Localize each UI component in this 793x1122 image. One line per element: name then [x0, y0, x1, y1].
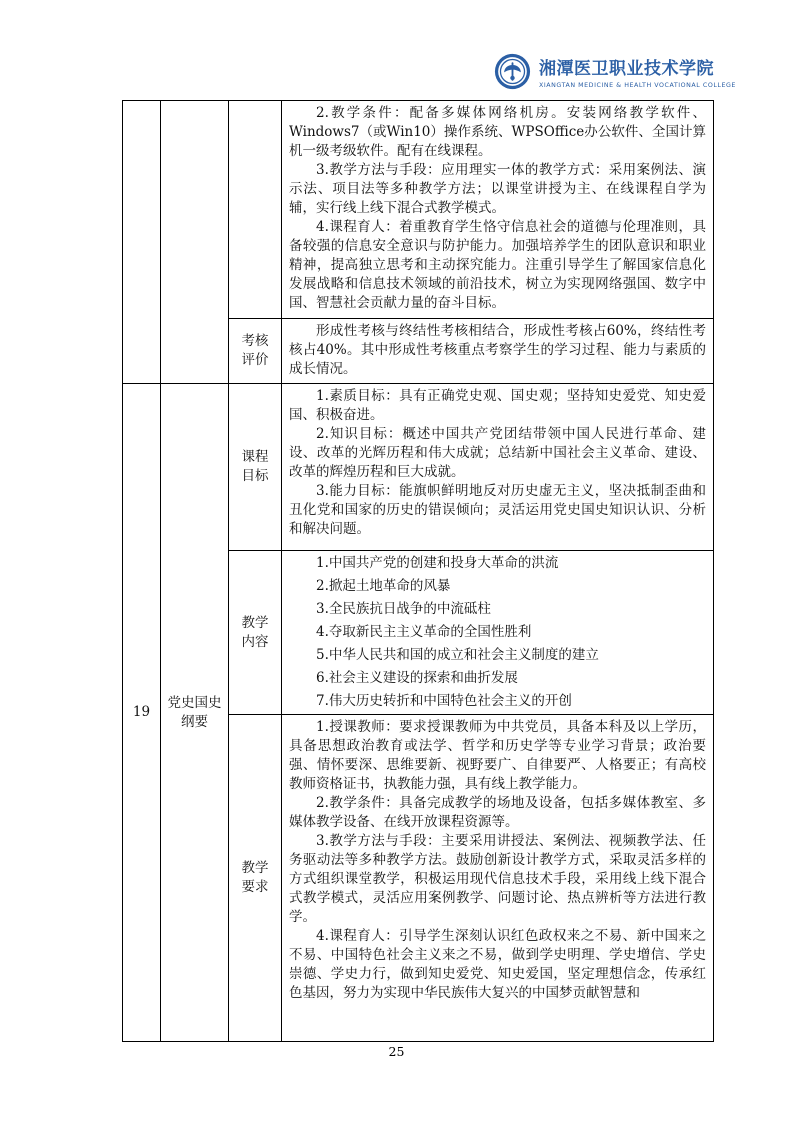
list-item: 1.中国共产党的创建和投身大革命的洪流	[316, 555, 559, 571]
college-logo	[494, 53, 736, 90]
paragraph: 3.能力目标：能旗帜鲜明地反对历史虚无主义，坚决抵制歪曲和丑化党和国家的历史的错误倾向；灵活运用党史国史知识认识、分析和解决问题。	[289, 483, 706, 537]
college-name-en: XIANGTAN MEDICINE & HEALTH VOCATIONAL COLLEGE	[539, 82, 736, 89]
page-number: 25	[388, 1044, 405, 1059]
assessment-label-cell: 考核评价	[229, 319, 282, 384]
list-item: 7.伟大历史转折和中国特色社会主义的开创	[316, 693, 572, 709]
empty-course-cell	[161, 101, 229, 384]
table-row	[123, 101, 714, 319]
teaching-requirement-content-cell	[282, 715, 714, 1042]
teaching-content-cell	[282, 551, 714, 715]
paragraph: 3.教学方法与手段：主要采用讲授法、案例法、视频教学法、任务驱动法等多种教学方法。鼓励创新设计教学方式，采取灵活多样的方式组织课堂教学，积极运用现代信息技术手段，采用线上线下混合式教学模式，灵活应用案例教学、问题讨论、热点辨析等方法进行教学。	[289, 833, 706, 925]
list-item: 6.社会主义建设的探索和曲折发展	[316, 670, 518, 686]
course-table	[122, 100, 714, 1042]
college-name-cn: 湘潭医卫职业技术学院	[539, 59, 714, 79]
paragraph: 1.授课教师：要求授课教师为中共党员，具备本科及以上学历，具备思想政治教育或法学、哲学和历史学等专业学习背景；政治要强、情怀要深、思维要新、视野要广、自律要严、人格要正；有高校教师资格证书，执教能力强，具有线上教学能力。	[289, 719, 706, 792]
paragraph: 4.课程育人：引导学生深刻认识红色政权来之不易、新中国来之不易、中国特色社会主义来之不易，做到学史明理、学史增信、学史崇德、学史力行，做到知史爱党、知史爱国，坚定理想信念，传承红色基因，努力为实现中华民族伟大复兴的中国梦贡献智慧和	[289, 928, 706, 1001]
paragraph: 3.教学方法与手段：应用理实一体的教学方式：采用案例法、演示法、项目法等多种教学方法；以课堂讲授为主、在线课程自学为辅，实行线上线下混合式教学模式。	[289, 162, 706, 216]
paragraph: 2.教学条件：具备完成教学的场地及设备，包括多媒体教室、多媒体教学设备、在线开放课程资源等。	[289, 795, 706, 830]
table-row	[123, 384, 714, 551]
paragraph: 2.知识目标：概述中国共产党团结带领中国人民进行革命、建设、改革的光辉历程和伟大成就；总结新中国社会主义革命、建设、改革的辉煌历程和巨大成就。	[289, 426, 706, 480]
paragraph: 1.素质目标：具有正确党史观、国史观；坚持知史爱党、知史爱国、积极奋进。	[289, 388, 706, 423]
teaching-content-label-cell: 教学内容	[229, 551, 282, 715]
college-name-block	[539, 54, 736, 89]
assessment-content-cell	[282, 319, 714, 384]
empty-label-cell	[229, 101, 282, 319]
empty-number-cell	[123, 101, 161, 384]
college-emblem-icon	[494, 53, 531, 90]
paragraph: 形成性考核与终结性考核相结合，形成性考核占60%，终结性考核占40%。其中形成性考核重点考察学生的学习过程、能力与素质的成长情况。	[289, 323, 706, 377]
course-name-cell: 党史国史纲要	[161, 384, 229, 1042]
continuation-content-cell	[282, 101, 714, 319]
list-item: 4.夺取新民主主义革命的全国性胜利	[316, 624, 532, 640]
teaching-requirement-label-cell: 教学要求	[229, 715, 282, 1042]
list-item: 2.掀起土地革命的风暴	[316, 578, 451, 594]
list-item: 5.中华人民共和国的成立和社会主义制度的建立	[316, 647, 599, 663]
list-item: 3.全民族抗日战争的中流砥柱	[316, 601, 491, 617]
course-goal-content-cell	[282, 384, 714, 551]
paragraph: 4.课程育人：着重教育学生恪守信息社会的道德与伦理准则，具备较强的信息安全意识与防护能力。加强培养学生的团队意识和职业精神，提高独立思考和主动探究能力。注重引导学生了解国家信息化发展战略和信息技术领域的前沿技术，树立为实现网络强国、数字中国、智慧社会贡献力量的奋斗目标。	[289, 219, 706, 311]
course-number-cell: 19	[123, 384, 161, 1042]
course-goal-label-cell: 课程目标	[229, 384, 282, 551]
paragraph: 2.教学条件：配备多媒体网络机房。安装网络教学软件、Windows7（或Win10）操作系统、WPSOffice办公软件、全国计算机一级考级软件。配有在线课程。	[289, 105, 706, 159]
